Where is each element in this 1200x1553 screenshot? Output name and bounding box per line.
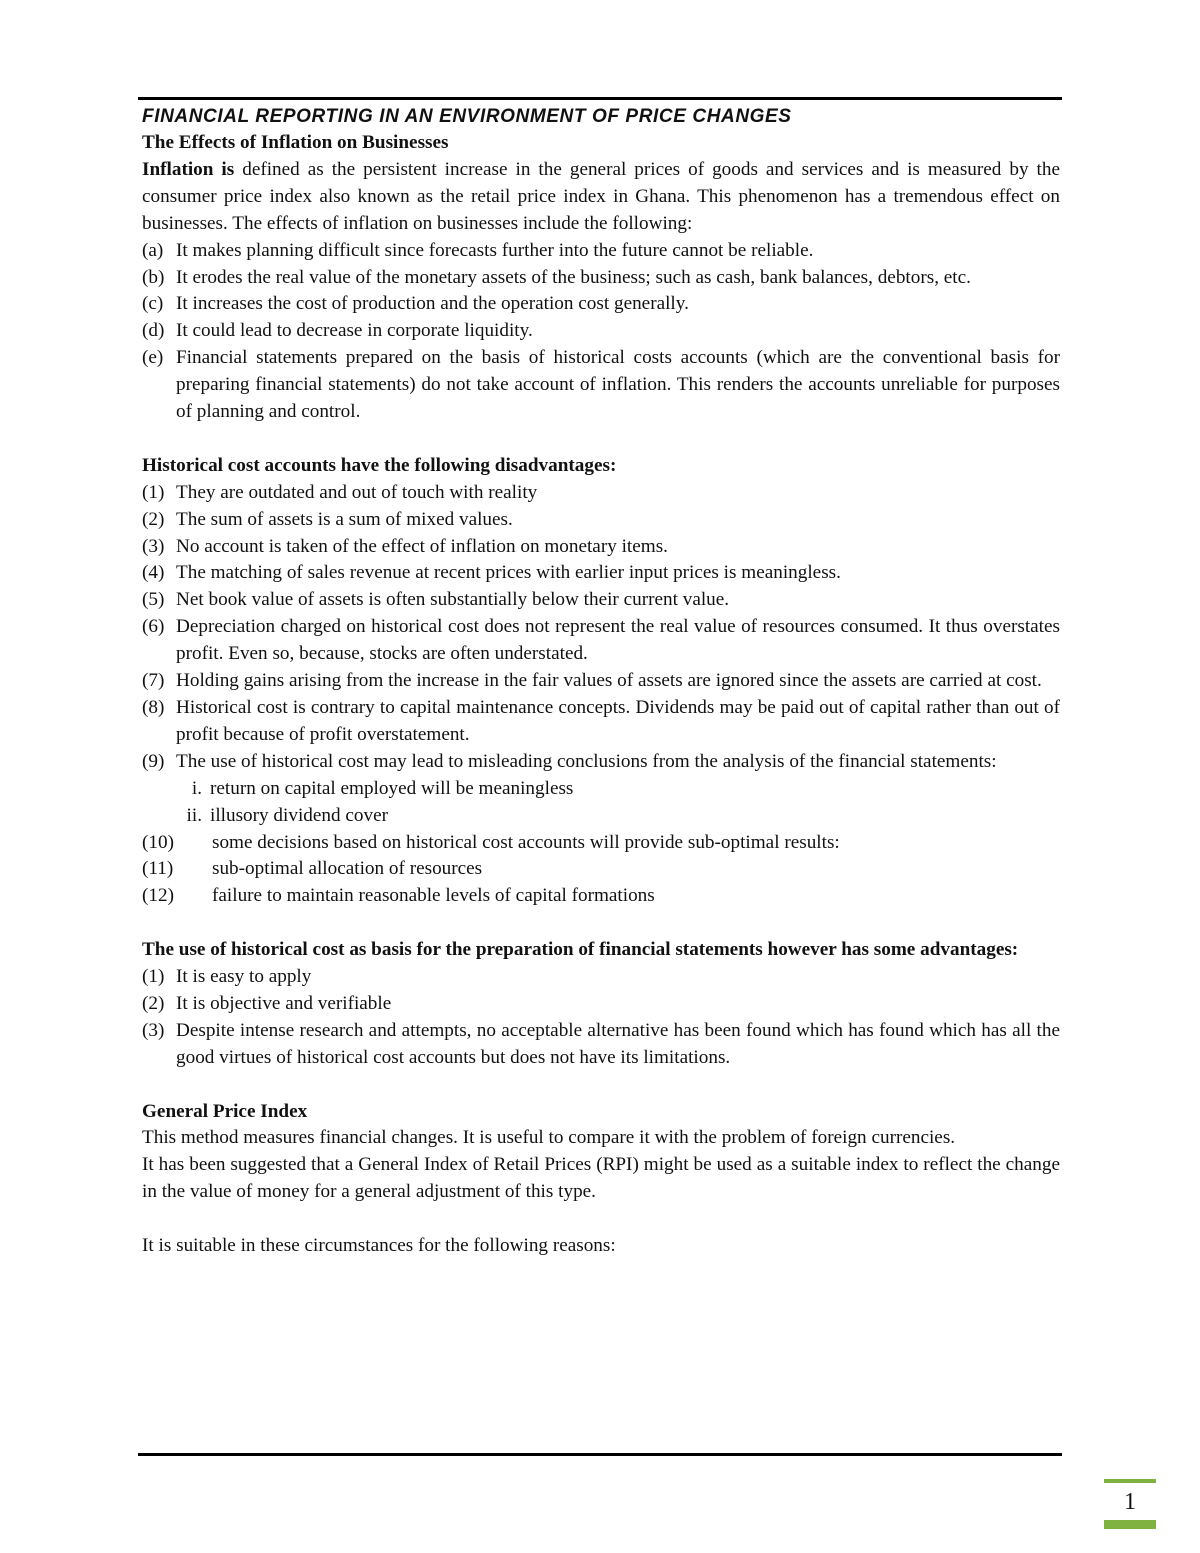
list-label: (12) — [142, 885, 174, 907]
list-item — [142, 560, 1060, 587]
spacer — [142, 1072, 1060, 1099]
list-text: failure to maintain reasonable levels of capital formations — [212, 885, 655, 907]
list-text: Net book value of assets is often substantially below their current value. — [176, 589, 730, 611]
list-label: (1) — [142, 966, 165, 988]
list-item — [142, 345, 1060, 426]
list-label: (4) — [142, 562, 165, 584]
list-text: They are outdated and out of touch with reality — [176, 481, 538, 503]
paragraph: It is suitable in these circumstances for the following reasons: — [142, 1235, 616, 1257]
list-label: (8) — [142, 697, 165, 719]
list-item — [142, 291, 1060, 318]
list-item — [142, 587, 1060, 614]
list-label: (c) — [142, 293, 164, 315]
list-item — [142, 614, 1060, 668]
list-label: (3) — [142, 535, 165, 557]
list-label: (b) — [142, 266, 165, 288]
list-label: (10) — [142, 831, 174, 853]
list-label: (5) — [142, 589, 165, 611]
list-item — [142, 238, 1060, 265]
list-item — [142, 883, 1060, 910]
list-text: It increases the cost of production and the operation cost generally. — [176, 293, 689, 315]
section-heading: The Effects of Inflation on Businesses — [142, 132, 449, 153]
list-text: It is objective and verifiable — [176, 992, 392, 1014]
list-item — [142, 480, 1060, 507]
list-text: Despite intense research and attempts, no acceptable alternative has been found which has found which has all the good virtues of historical cost accounts but does not have its limitations. — [176, 1019, 1060, 1068]
page-number-bottom-bar — [1104, 1520, 1156, 1529]
list-item — [142, 749, 1060, 776]
list-text: It makes planning difficult since forecasts further into the future cannot be reliable. — [176, 239, 814, 261]
list-text: Depreciation charged on historical cost does not represent the real value of resources consumed. It thus overstates profit. Even so, because, stocks are often understated. — [176, 616, 1060, 665]
sub-list-text: return on capital employed will be meaningless — [210, 777, 574, 799]
list-label: (6) — [142, 616, 165, 638]
top-rule — [138, 97, 1062, 100]
sub-list-text: illusory dividend cover — [210, 804, 388, 826]
list-item — [142, 318, 1060, 345]
list-label: (11) — [142, 858, 174, 880]
sub-list-item — [142, 803, 1060, 830]
list-text: No account is taken of the effect of inflation on monetary items. — [176, 535, 668, 557]
list-text: It is easy to apply — [176, 966, 312, 988]
paragraph: This method measures financial changes. It is useful to compare it with the problem of foreign currencies. — [142, 1127, 956, 1149]
intro-paragraph — [142, 157, 1060, 238]
list-item — [142, 534, 1060, 561]
list-text: sub-optimal allocation of resources — [212, 858, 483, 880]
list-item — [142, 668, 1060, 695]
intro-bold: Inflation is — [142, 158, 235, 180]
list-text: Holding gains arising from the increase in the fair values of assets are ignored since the assets are carried at cost. — [176, 670, 1042, 692]
sub-list-label: i. — [191, 777, 202, 799]
list-label: (9) — [142, 750, 165, 772]
list-item — [142, 991, 1060, 1018]
list-text: some decisions based on historical cost accounts will provide sub-optimal results: — [212, 831, 840, 853]
list-label: (3) — [142, 1019, 165, 1041]
spacer — [142, 1206, 1060, 1233]
bottom-rule — [138, 1453, 1062, 1456]
list-text: Historical cost is contrary to capital maintenance concepts. Dividends may be paid out of capital rather than out of profit because of profit overstatement. — [176, 697, 1060, 745]
list-label: (d) — [142, 320, 165, 342]
page-number: 1 — [1124, 1489, 1136, 1515]
paragraph: It has been suggested that a General Index of Retail Prices (RPI) might be used as a suitable index to reflect the change in the value of money for a general adjustment of this type. — [142, 1154, 1060, 1203]
list-label: (2) — [142, 992, 165, 1014]
list-item — [142, 507, 1060, 534]
list-text: It could lead to decrease in corporate liquidity. — [176, 320, 533, 342]
page-content — [142, 104, 1060, 1260]
list-text: Financial statements prepared on the basis of historical costs accounts (which are the conventional basis for preparing financial statements) do not take account of inflation. This renders the accounts unreliable for purposes of planning and control. — [176, 347, 1060, 423]
list-item — [142, 856, 1060, 883]
section-heading: General Price Index — [142, 1100, 308, 1122]
list-label: (a) — [142, 239, 164, 261]
spacer — [142, 910, 1060, 937]
section-heading: Historical cost accounts have the following disadvantages: — [142, 454, 617, 476]
page-title: FINANCIAL REPORTING IN AN ENVIRONMENT OF PRICE CHANGES — [142, 106, 792, 127]
list-item — [142, 830, 1060, 857]
list-label: (7) — [142, 670, 165, 692]
list-text: The sum of assets is a sum of mixed values. — [176, 508, 513, 530]
list-label: (1) — [142, 481, 165, 503]
list-text: It erodes the real value of the monetary assets of the business; such as cash, bank balances, debtors, etc. — [176, 266, 971, 288]
list-label: (e) — [142, 347, 164, 369]
list-text: The matching of sales revenue at recent prices with earlier input prices is meaningless. — [176, 562, 841, 584]
list-label: (2) — [142, 508, 165, 530]
list-item — [142, 265, 1060, 292]
list-item — [142, 1018, 1060, 1072]
intro-text: defined as the persistent increase in the general prices of goods and services and is measured by the consumer price index also known as the retail price index in Ghana. This phenomenon has a tremendous effect on businesses. The effects of inflation on businesses include the following: — [142, 158, 1060, 234]
page-number-top-bar — [1104, 1479, 1156, 1483]
sub-list-item — [142, 776, 1060, 803]
section-heading: The use of historical cost as basis for the preparation of financial statements however has some advantages: — [142, 939, 1019, 961]
list-text: The use of historical cost may lead to misleading conclusions from the analysis of the financial statements: — [176, 750, 997, 772]
list-item — [142, 695, 1060, 749]
sub-list-label: ii. — [186, 804, 202, 826]
list-item — [142, 964, 1060, 991]
spacer — [142, 426, 1060, 453]
